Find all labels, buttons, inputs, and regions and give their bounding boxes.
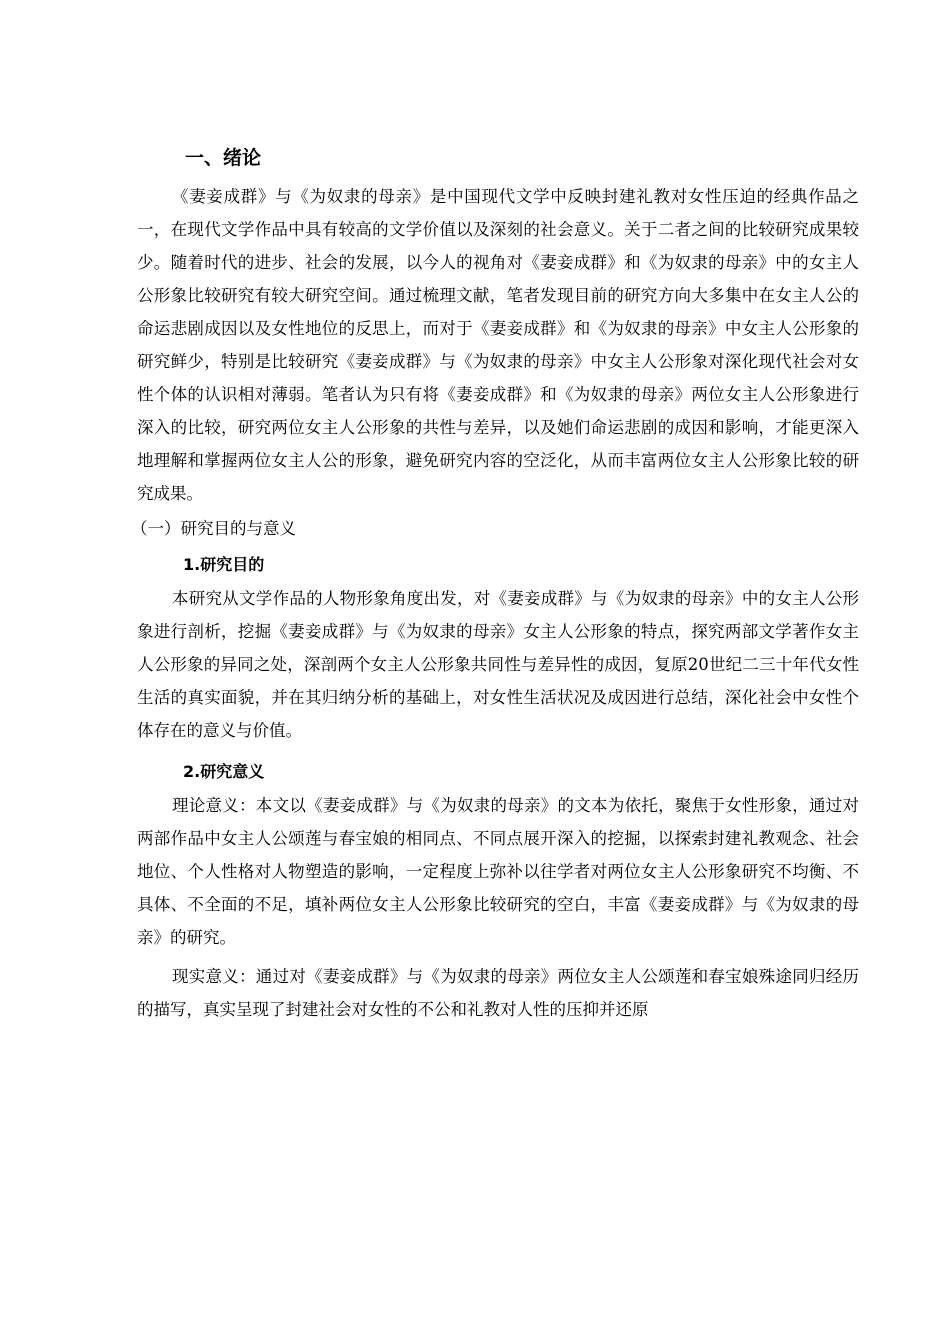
intro-paragraph: 《妻妾成群》与《为奴隶的母亲》是中国现代文学中反映封建礼教对女性压迫的经典作品之一，在现代文学作品中具有较高的文学价值以及深刻的社会意义。关于二者之间的比较研究成果较少。随着时代的进步、社会的发展，以今人的视角对《妻妾成群》和《为奴隶的母亲》中的女主人公形象比较研究有较大研究空间。通过梳理文献，笔者发现目前的研究方向大多集中在女主人公的命运悲剧成因以及女性地位的反思上，而对于《妻妾成群》和《为奴隶的母亲》中女主人公形象的研究鲜少，特别是比较研究《妻妾成群》与《为奴隶的母亲》中女主人公形象对深化现代社会对女性个体的认识相对薄弱。笔者认为只有将《妻妾成群》和《为奴隶的母亲》两位女主人公形象进行深入的比较，研究两位女主人公形象的共性与差异，以及她们命运悲剧的成因和影响，才能更深入地理解和掌握两位女主人公的形象，避免研究内容的空泛化，从而丰富两位女主人公形象比较的研究成果。 — [137, 187, 859, 503]
spacer — [137, 747, 859, 753]
subsection-title: （一）研究目的与意义 — [131, 519, 296, 538]
purpose-paragraph: 本研究从文学作品的人物形象角度出发，对《妻妾成群》与《为奴隶的母亲》中的女主人公形象进行剖析，挖掘《妻妾成群》与《为奴隶的母亲》女主人公形象的特点，探究两部文学著作女主人公形象的异同之处，深剖两个女主人公形象共同性与差异性的成因，复原20世纪二三十年代女性生活的真实面貌，并在其归纳分析的基础上，对女性生活状况及成因进行总结，深化社会中女性个体存在的意义与价值。 — [137, 589, 859, 740]
section-title: 一、绪论 — [185, 147, 262, 169]
purpose-heading: 1.研究目的 — [183, 555, 265, 574]
practice-paragraph: 现实意义：通过对《妻妾成群》与《为奴隶的母亲》两位女主人公颂莲和春宝娘殊途同归经历的描写，真实呈现了封建社会对女性的不公和礼教对人性的压抑并还原 — [137, 967, 859, 1019]
theory-paragraph: 理论意义：本文以《妻妾成群》与《为奴隶的母亲》的文本为依托，聚焦于女性形象，通过对两部作品中女主人公颂莲与春宝娘的相同点、不同点展开深入的挖掘，以探索封建礼教观念、社会地位、个人性格对人物塑造的影响，一定程度上弥补以往学者对两位女主人公形象研究不均衡、不具体、不全面的不足，填补两位女主人公形象比较研究的空白，丰富《妻妾成群》与《为奴隶的母亲》的研究。 — [137, 796, 859, 947]
page-content — [131, 140, 859, 1026]
significance-heading: 2.研究意义 — [183, 762, 265, 781]
